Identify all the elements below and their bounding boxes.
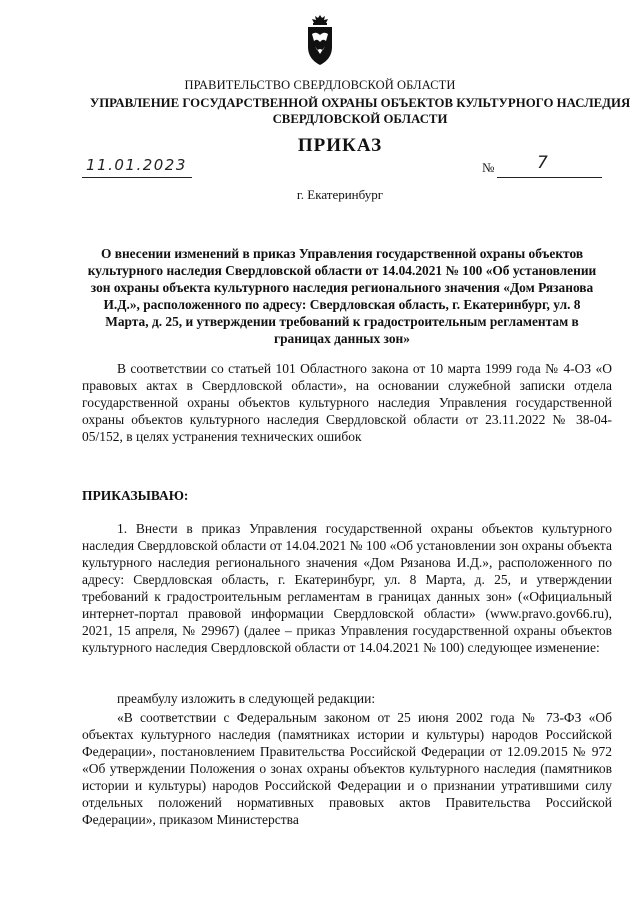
number-field bbox=[497, 153, 602, 178]
quoted-preamble-paragraph: «В соответствии с Федеральным законом от 25 июня 2002 года № 73-ФЗ «Об объектах культурного наследия (памятниках истории и культуры) народов Российской Федерации», постановлением Правительства Российской Федерации от 12.09.2015 № 972 «Об утверждении Положения о зонах охраны объектов культурного наследия (памятников истории и культуры) народов Российской Федерации и о признании утратившими силу отдельных положений нормативных правовых актов Правительства Российской Федерации», приказом Министерства bbox=[82, 710, 612, 827]
order-subject: О внесении изменений в приказ Управления государственной охраны объектов культурного наследия Свердловской области от 14.04.2021 № 100 «Об установлении зон охраны объекта культурного наследия регионального значения «Дом Рязанова И.Д.», расположенного по адресу: Свердловская область, г. Екатеринбург, ул. 8 Марта, д. 25, и утверждении требований к градостроительным регламентам в границах данных зон» bbox=[87, 246, 597, 346]
item-1-paragraph: 1. Внести в приказ Управления государственной охраны объектов культурного наследия Свердловской области от 14.04.2021 № 100 «Об установлении зон охраны объекта культурного наследия регионального значения «Дом Рязанова И.Д.», расположенного по адресу: Свердловская область, г. Екатеринбург, ул. 8 Марта, д. 25, и утверждении требований к градостроительным регламентам в границах данных зон» («Официальный интернет-портал правовой информации Свердловской области» (www.pravo.gov66.ru), 2021, 15 апреля, № 29967) (далее – приказ Управления государственной охраны объектов культурного наследия Свердловской области от 14.04.2021 № 100) следующее изменение: bbox=[82, 521, 612, 655]
government-name: ПРАВИТЕЛЬСТВО СВЕРДЛОВСКОЙ ОБЛАСТИ bbox=[184, 78, 456, 92]
date-field bbox=[82, 156, 192, 178]
order-date: 11.01.2023 bbox=[86, 156, 187, 174]
preamble-paragraph: В соответствии со статьей 101 Областного закона от 10 марта 1999 года № 4-ОЗ «О правовых актах в Свердловской области», на основании служебной записки отдела государственной охраны объектов культурного наследия Управления государственной охраны объектов культурного наследия Свердловской области от 23.11.2022 № 38-04-05/152, в целях устранения технических ошибок bbox=[82, 361, 612, 444]
order-word: ПРИКАЗЫВАЮ: bbox=[82, 488, 189, 503]
department-name: УПРАВЛЕНИЕ ГОСУДАРСТВЕННОЙ ОХРАНЫ ОБЪЕКТОВ КУЛЬТУРНОГО НАСЛЕДИЯ СВЕРДЛОВСКОЙ ОБЛАСТИ bbox=[89, 96, 631, 126]
document-type: ПРИКАЗ bbox=[297, 135, 383, 156]
item-1-sub-paragraph: преамбулу изложить в следующей редакции: bbox=[117, 691, 376, 706]
number-sign: № bbox=[482, 160, 495, 175]
coat-of-arms-icon bbox=[305, 14, 335, 66]
city: г. Екатеринбург bbox=[296, 187, 384, 202]
order-number: 7 bbox=[537, 153, 548, 173]
